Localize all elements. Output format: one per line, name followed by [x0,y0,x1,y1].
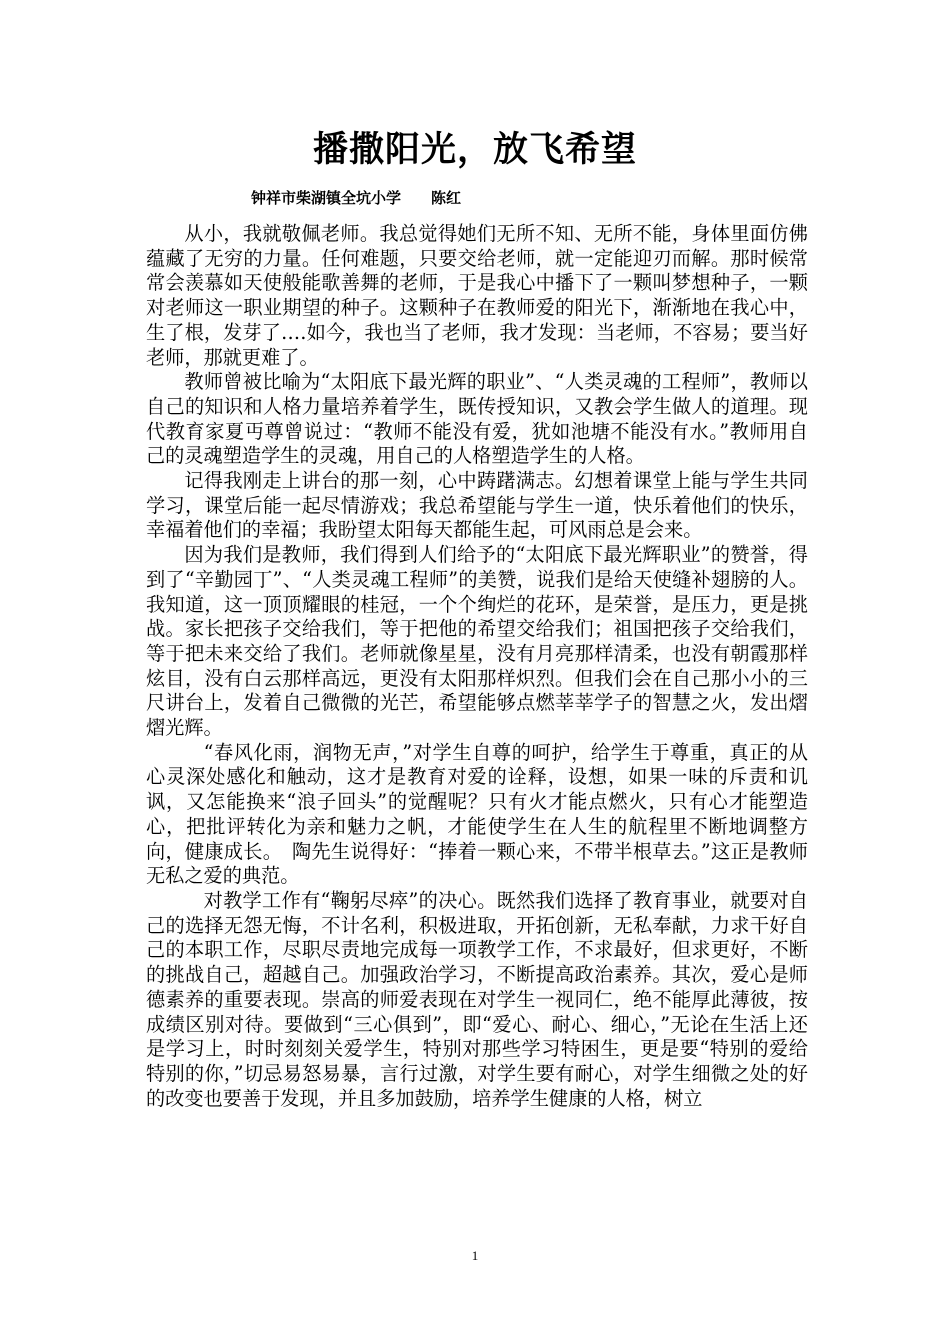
author-byline: 钟祥市柴湖镇全坑小学 陈红 [251,189,462,207]
body-paragraph: 教师曾被比喻为“太阳底下最光辉的职业”、“人类灵魂的工程师”，教师以自己的知识和人格力量培养着学生，既传授知识，又教会学生做人的道理。现代教育家夏丏尊曾说过：“教师不能没有爱，犹如池塘不能没有水。”教师用自己的灵魂塑造学生的灵魂，用自己的人格塑造学生的人格。 [146,370,808,468]
body-paragraph: 因为我们是教师，我们得到人们给予的“太阳底下最光辉职业”的赞誉，得到了“辛勤园丁”、“人类灵魂工程师”的美赞，说我们是给天使缝补翅膀的人。我知道，这一顶顶耀眼的桂冠，一个个绚烂的花环，是荣誉，是压力，更是挑战。家长把孩子交给我们，等于把他的希望交给我们；祖国把孩子交给我们，等于把未来交给了我们。老师就像星星，没有月亮那样清柔，也没有朝霞那样炫目，没有白云那样高远，更没有太阳那样炽烈。但我们会在自己那小小的三尺讲台上，发着自己微微的光芒，希望能够点燃莘莘学子的智慧之火，发出熠熠光辉。 [146,543,808,740]
document-title: 播撒阳光，放飞希望 [312,130,637,170]
document-body [146,222,808,1222]
body-paragraph: 对教学工作有“鞠躬尽瘁”的决心。既然我们选择了教育事业，就要对自己的选择无怨无悔，不计名利，积极进取，开拓创新，无私奉献，力求干好自己的本职工作，尽职尽责地完成每一项教学工作，不求最好，但求更好，不断的挑战自己，超越自己。加强政治学习，不断提高政治素养。其次，爱心是师德素养的重要表现。崇高的师爱表现在对学生一视同仁，绝不能厚此薄彼，按成绩区别对待。要做到“三心俱到”，即“爱心、耐心、细心，”无论在生活上还是学习上，时时刻刻关爱学生，特别对那些学习特困生，更是要“特别的爱给特别的你，”切忌易怒易暴，言行过激，对学生要有耐心，对学生细微之处的好的改变也要善于发现，并且多加鼓励，培养学生健康的人格，树立 [146,888,808,1110]
page-number: 1 [471,1248,479,1263]
body-paragraph: 从小，我就敬佩老师。我总觉得她们无所不知、无所不能，身体里面仿佛蕴藏了无穷的力量。任何难题，只要交给老师，就一定能迎刃而解。那时候常常会羡慕如天使般能歌善舞的老师，于是我心中播下了一颗叫梦想种子，一颗对老师这一职业期望的种子。这颗种子在教师爱的阳光下，渐渐地在我心中，生了根，发芽了‥‥如今，我也当了老师，我才发现：当老师，不容易；要当好老师，那就更难了。 [146,222,808,369]
body-paragraph: 记得我刚走上讲台的那一刻，心中踌躇满志。幻想着课堂上能与学生共同学习，课堂后能一起尽情游戏；我总希望能与学生一道，快乐着他们的快乐，幸福着他们的幸福；我盼望太阳每天都能生起，可风雨总是会来。 [146,469,808,542]
body-paragraph: “春风化雨，润物无声，”对学生自尊的呵护，给学生于尊重，真正的从心灵深处感化和触动，这才是教育对爱的诠释，设想，如果一味的斥责和讥讽，又怎能换来“浪子回头”的觉醒呢？只有火才能点燃火，只有心才能塑造心，把批评转化为亲和魅力之帆，才能使学生在人生的航程里不断地调整方向，健康成长。 陶先生说得好：“捧着一颗心来，不带半根草去。”这正是教师无私之爱的典范。 [146,740,808,888]
